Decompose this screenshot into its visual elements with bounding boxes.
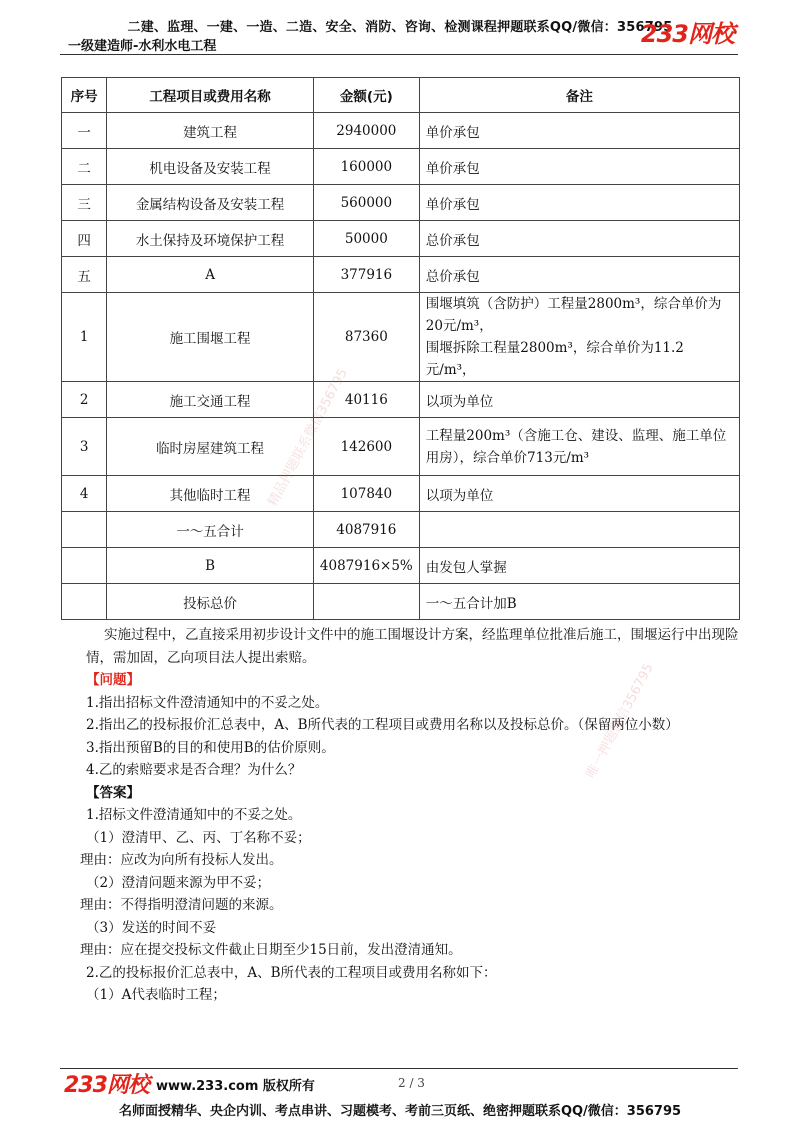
brand-logo: 233网校: [640, 20, 734, 48]
answer-reason: 理由：应改为向所有投标人发出。: [80, 852, 283, 868]
row-no: 三: [62, 185, 107, 221]
row-item: 建筑工程: [107, 113, 314, 149]
row-item: 施工围堰工程: [107, 293, 314, 382]
row-no: 一: [62, 113, 107, 149]
row-no: [62, 512, 107, 548]
table-row: [62, 476, 740, 512]
table-header-row: [62, 78, 740, 113]
row-item: 投标总价: [107, 584, 314, 620]
question-item: 2.指出乙的投标报价汇总表中，A、B所代表的工程项目或费用名称以及投标总价。（保留两位小数）: [86, 717, 679, 733]
question-item: 1.指出招标文件澄清通知中的不妥之处。: [86, 694, 329, 711]
row-amount: [313, 584, 419, 620]
bid-summary-table: [61, 77, 740, 620]
row-note: 单价承包: [419, 185, 739, 221]
answer-item: （1）A代表临时工程；: [86, 987, 226, 1003]
paragraph-implementation: 实施过程中，乙直接采用初步设计文件中的施工围堰设计方案，经监理单位批准后施工，围堰运行中出现险情，需加固，乙向项目法人提出索赔。: [86, 627, 739, 666]
row-note: 以项为单位: [419, 382, 739, 418]
table-row: [62, 113, 740, 149]
table-row: [62, 293, 740, 382]
header-subtitle: 一级建造师-水利水电工程: [68, 39, 217, 54]
watermark-1: 精品押题联系微信356795: [265, 366, 351, 509]
row-note: 总价承包: [419, 257, 739, 293]
row-item: 施工交通工程: [107, 382, 314, 418]
table-row: [62, 418, 740, 476]
row-amount: 160000: [313, 149, 419, 185]
row-no: 4: [62, 476, 107, 512]
col-header-amount: 金额(元): [313, 78, 419, 113]
row-item: 其他临时工程: [107, 476, 314, 512]
table-row: [62, 584, 740, 620]
row-amount: 142600: [313, 418, 419, 476]
footer-logo: 233网校: [64, 1073, 149, 1098]
answer-item: 1.招标文件澄清通知中的不妥之处。: [86, 807, 302, 823]
row-note: 一～五合计加B: [419, 584, 739, 620]
answer-item: （1）澄清甲、乙、丙、丁名称不妥；: [86, 829, 311, 846]
table-row: [62, 548, 740, 584]
header-contact-line: 二建、监理、一建、一造、二造、安全、消防、咨询、检测课程押题联系QQ/微信：356795: [127, 20, 673, 35]
question-item: 4.乙的索赔要求是否合理？为什么？: [86, 762, 302, 778]
footer-divider: [60, 1068, 738, 1069]
row-amount: 560000: [313, 185, 419, 221]
row-item: 临时房屋建筑工程: [107, 418, 314, 476]
answer-reason: 理由：不得指明澄清问题的来源。: [80, 897, 283, 913]
row-item: 金属结构设备及安装工程: [107, 185, 314, 221]
row-item: 机电设备及安装工程: [107, 149, 314, 185]
answer-reason: 理由：应在提交投标文件截止日期至少15日前，发出澄清通知。: [80, 942, 462, 958]
row-amount: 377916: [313, 257, 419, 293]
table-row: [62, 221, 740, 257]
row-no: 3: [62, 418, 107, 476]
row-note: 工程量200m³（含施工仓、建设、监理、施工单位用房），综合单价713元/m³: [419, 418, 739, 476]
table-row: [62, 185, 740, 221]
table-row: [62, 149, 740, 185]
table-row: [62, 382, 740, 418]
row-note: 围堰填筑（含防护）工程量2800m³，综合单价为20元/m³， 围堰拆除工程量2800m³，综合单价为11.2元/m³，: [419, 293, 739, 382]
row-no: [62, 548, 107, 584]
row-amount: 4087916: [313, 512, 419, 548]
answer-item: 2.乙的投标报价汇总表中，A、B所代表的工程项目或费用名称如下：: [86, 964, 497, 981]
col-header-item: 工程项目或费用名称: [107, 78, 314, 113]
row-note: 单价承包: [419, 149, 739, 185]
row-no: 二: [62, 149, 107, 185]
row-amount: 107840: [313, 476, 419, 512]
col-header-note: 备注: [419, 78, 739, 113]
footer-contact-line: 名师面授精华、央企内训、考点串讲、习题模考、考前三页纸、绝密押题联系QQ/微信：356795: [118, 1104, 682, 1119]
page-number: 2 / 3: [398, 1076, 425, 1090]
row-note: 单价承包: [419, 113, 739, 149]
row-no: 2: [62, 382, 107, 418]
row-no: [62, 584, 107, 620]
table-row: [62, 257, 740, 293]
question-item: 3.指出预留B的目的和使用B的估价原则。: [86, 739, 335, 756]
row-no: 五: [62, 257, 107, 293]
watermark-2: 唯一押题微信356795: [583, 661, 657, 781]
row-note: 由发包人掌握: [419, 548, 739, 584]
table-row: [62, 512, 740, 548]
header-divider: [60, 54, 738, 55]
row-no: 1: [62, 293, 107, 382]
question-heading: 【问题】: [86, 672, 140, 688]
row-note: [419, 512, 739, 548]
answer-heading: 【答案】: [86, 784, 140, 801]
row-item: A: [107, 257, 314, 293]
answer-item: （2）澄清问题来源为甲不妥；: [86, 874, 271, 891]
col-header-no: 序号: [62, 78, 107, 113]
row-item: B: [107, 548, 314, 584]
row-amount: 50000: [313, 221, 419, 257]
footer-site: www.233.com 版权所有: [156, 1079, 315, 1094]
row-amount: 4087916×5%: [313, 548, 419, 584]
row-no: 四: [62, 221, 107, 257]
row-note: 以项为单位: [419, 476, 739, 512]
row-amount: 40116: [313, 382, 419, 418]
row-amount: 2940000: [313, 113, 419, 149]
row-note: 总价承包: [419, 221, 739, 257]
row-item: 水土保持及环境保护工程: [107, 221, 314, 257]
answer-item: （3）发送的时间不妥: [86, 919, 217, 936]
row-amount: 87360: [313, 293, 419, 382]
row-item: 一～五合计: [107, 512, 314, 548]
